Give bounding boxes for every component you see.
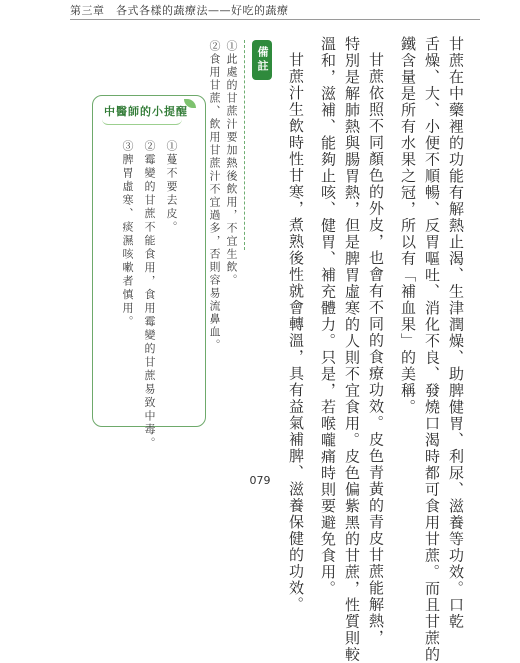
page-number: 079 [249,474,271,487]
tips-item-1: ①蔓不要去皮。 [165,140,178,235]
tips-item-2: ②霉變的甘蔗不能食用，食用霉變的甘蔗易致中毒。 [143,140,156,451]
tips-title-underline [102,118,182,125]
body-column-3: 鐵含量是所有水果之冠，所以有「補血果」的美稱。 [399,36,417,416]
body-column-7: 甘蔗汁生飲時性甘寒，煮熟後性就會轉溫，具有益氣補脾、滋養保健的功效。 [287,52,305,613]
page-header [0,0,520,22]
tips-item-3: ③脾胃虛寒、痰濕咳嗽者慎用。 [121,140,134,329]
body-column-2: 舌燥、大、小便不順暢、反胃嘔吐、消化不良、發燒口渴時都可食用甘蔗。而且甘蔗的 [423,36,441,663]
body-column-6: 溫和，滋補、能夠止咳、健胃、補充體力。只是，若喉嚨痛時則要避免食用。 [319,36,337,597]
body-column-4: 甘蔗依照不同顏色的外皮，也會有不同的食療功效。皮色青黃的青皮甘蔗能解熱， [367,52,385,646]
memo-item-1: ①此處的甘蔗汁要加熱後飲用，不宜生飲。 [225,40,238,287]
memo-badge: 備註 [252,40,272,80]
memo-item-2: ②食用甘蔗、飲用甘蔗汁不宜過多，否則容易流鼻血。 [208,40,221,352]
body-column-5: 特別是解肺熱與腸胃熱，但是脾胃虛寒的人則不宜食用。皮色偏紫黑的甘蔗，性質則較 [343,36,361,663]
body-column-1: 甘蔗在中藥裡的功能有解熱止渴、生津潤燥、助脾健胃、利尿、滋養等功效。口乾 [447,36,465,630]
header-divider [70,19,480,20]
chapter-title: 第三章 各式各樣的蔬療法——好吃的蔬療 [70,4,289,17]
tips-title: 中醫師的小提醒 [104,105,188,118]
memo-divider [244,40,245,250]
